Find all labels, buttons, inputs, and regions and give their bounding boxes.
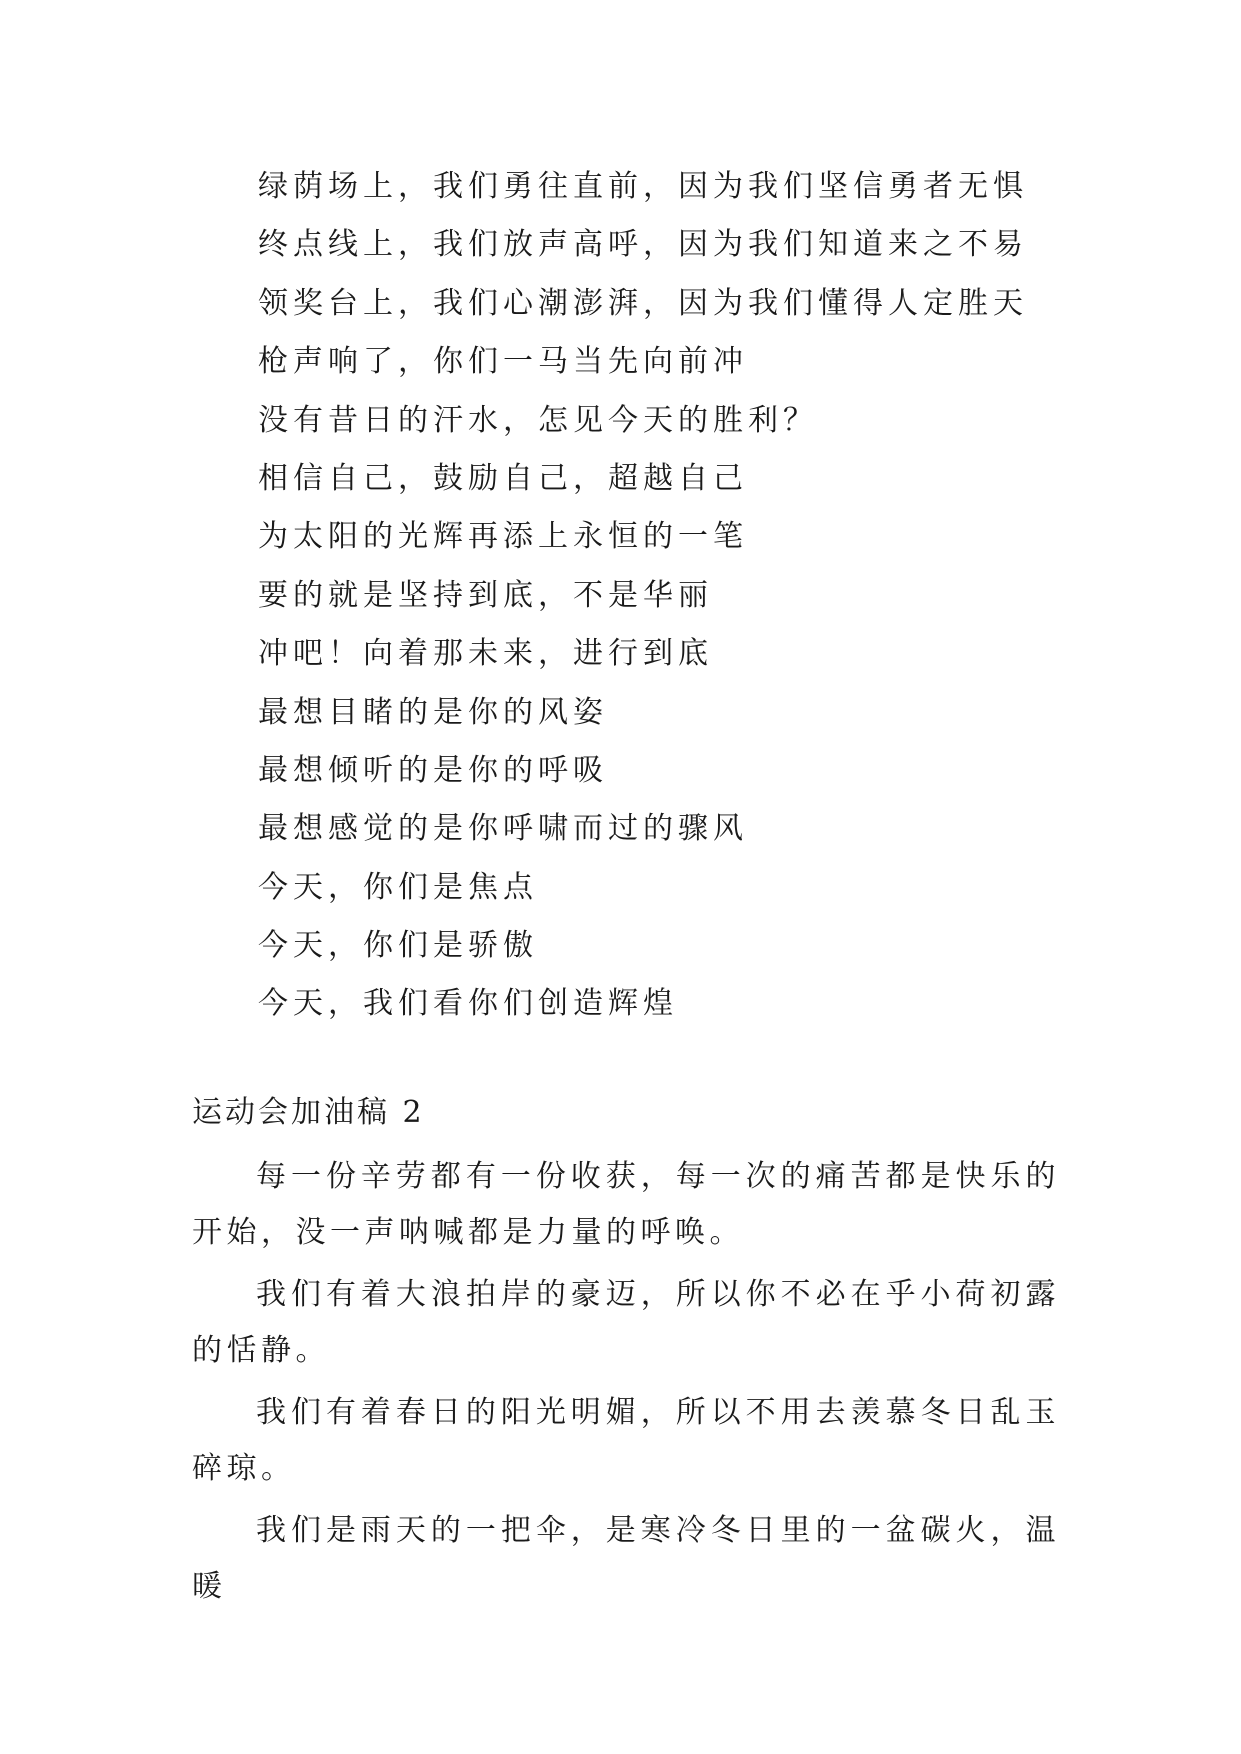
section-heading: 运动会加油稿 2 — [192, 1095, 425, 1130]
poem-line: 要的就是坚持到底，不是华丽 — [258, 577, 713, 613]
poem-line: 今天，你们是焦点 — [258, 869, 538, 905]
poem-block — [258, 158, 1028, 1034]
paragraph: 每一份辛劳都有一份收获，每一次的痛苦都是快乐的开始，没一声呐喊都是力量的呼唤。 — [192, 1159, 1060, 1250]
poem-line: 最想倾听的是你的呼吸 — [258, 752, 608, 788]
paragraph: 我们有着春日的阳光明媚，所以不用去羡慕冬日乱玉碎琼。 — [192, 1395, 1060, 1486]
poem-line: 绿荫场上，我们勇往直前，因为我们坚信勇者无惧 — [258, 169, 1028, 204]
poem-line: 为太阳的光辉再添上永恒的一笔 — [258, 519, 748, 555]
poem-line: 终点线上，我们放声高呼，因为我们知道来之不易 — [258, 227, 1028, 263]
poem-line: 今天，我们看你们创造辉煌 — [258, 986, 678, 1022]
poem-line: 冲吧！向着那未来，进行到底 — [258, 636, 713, 672]
poem-line: 最想目睹的是你的风姿 — [258, 694, 608, 730]
poem-line: 没有昔日的汗水，怎见今天的胜利？ — [258, 402, 818, 438]
poem-line: 最想感觉的是你呼啸而过的骤风 — [258, 811, 748, 847]
prose-block — [192, 1149, 1060, 1615]
paragraph: 我们有着大浪拍岸的豪迈，所以你不必在乎小荷初露的恬静。 — [192, 1277, 1060, 1368]
poem-line: 枪声响了，你们一马当先向前冲 — [258, 344, 748, 380]
poem-line: 今天，你们是骄傲 — [258, 928, 538, 964]
paragraph: 我们是雨天的一把伞，是寒冷冬日里的一盆碳火，温暖 — [192, 1513, 1060, 1604]
poem-line: 相信自己，鼓励自己，超越自己 — [258, 460, 748, 496]
poem-line: 领奖台上，我们心潮澎湃，因为我们懂得人定胜天 — [258, 285, 1028, 321]
